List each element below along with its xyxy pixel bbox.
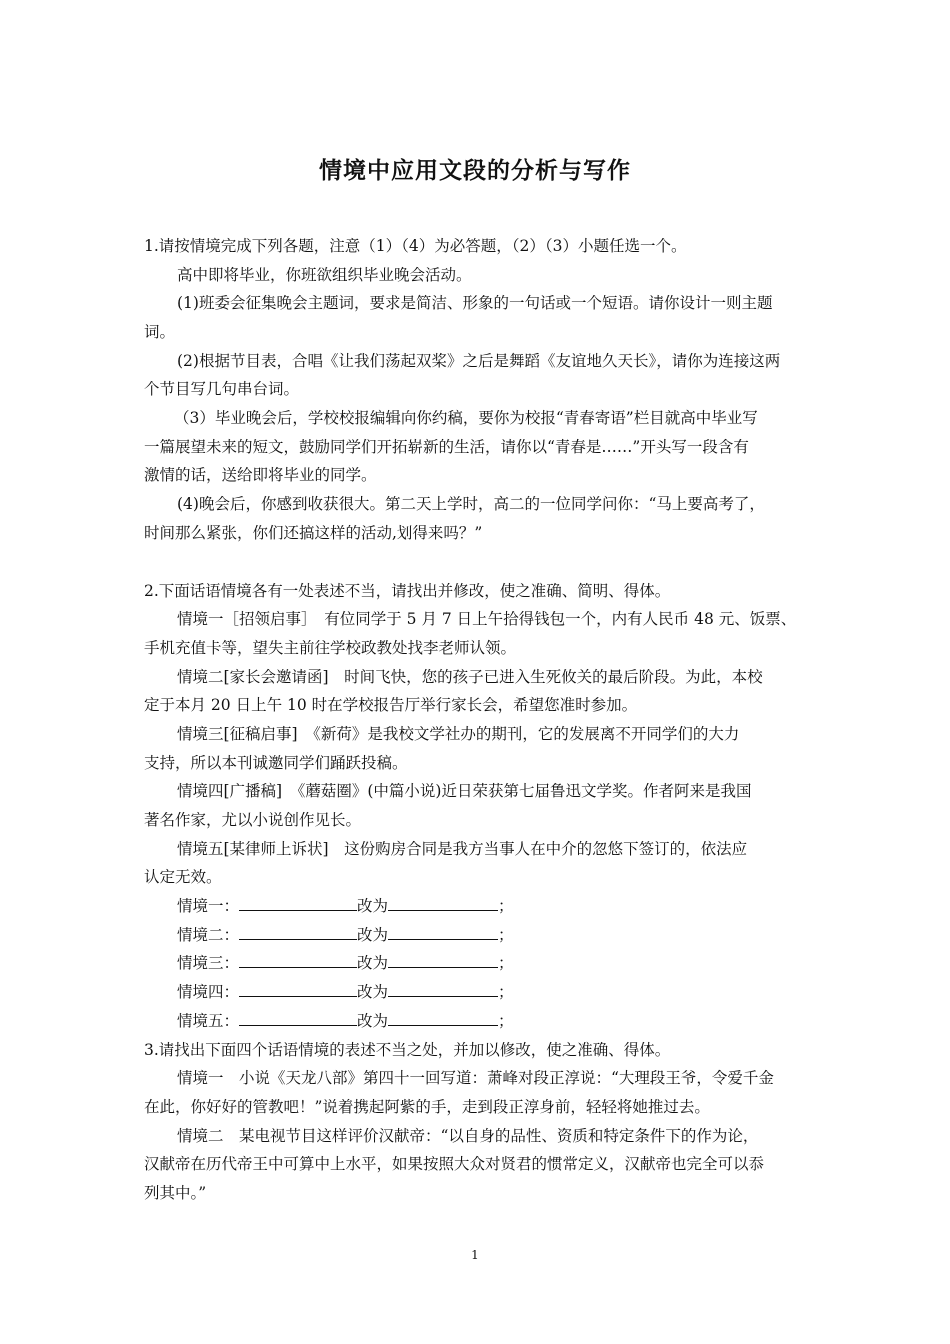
answer-row <box>177 982 514 1002</box>
answer-blank-original[interactable] <box>239 1011 357 1026</box>
q1-paragraph: 时间那么紧张，你们还搞这样的活动,划得来吗？” <box>144 524 483 542</box>
q2-paragraph: 情境二[家长会邀请函] 时间飞快，您的孩子已进入生死攸关的最后阶段。为此，本校 <box>177 668 763 686</box>
answer-end: ； <box>498 1012 514 1030</box>
q2-paragraph: 情境四[广播稿] 《蘑菇圈》(中篇小说)近日荣获第七届鲁迅文学奖。作者阿来是我国 <box>177 782 752 800</box>
answer-blank-original[interactable] <box>239 953 357 968</box>
page-title: 情境中应用文段的分析与写作 <box>319 158 631 184</box>
q2-paragraph: 手机充值卡等，望失主前往学校政教处找李老师认领。 <box>144 639 517 657</box>
answer-end: ； <box>498 897 514 915</box>
page-number: 1 <box>471 1248 479 1262</box>
answer-blank-revised[interactable] <box>388 982 498 997</box>
q1-paragraph: 个节目写几句串台词。 <box>144 380 300 398</box>
q2-paragraph: 认定无效。 <box>144 868 222 886</box>
q3-paragraph: 汉献帝在历代帝王中可算中上水平，如果按照大众对贤君的惯常定义，汉献帝也完全可以忝 <box>144 1155 765 1173</box>
answer-blank-original[interactable] <box>239 896 357 911</box>
answer-label: 情境四： <box>177 983 240 1001</box>
answer-blank-revised[interactable] <box>388 896 498 911</box>
answer-mid: 改为 <box>357 954 389 972</box>
answer-mid: 改为 <box>357 1012 389 1030</box>
q2-paragraph: 情境一［招领启事］ 有位同学于 5 月 7 日上午拾得钱包一个，内有人民币 48 元、饭票、 <box>177 610 797 628</box>
answer-blank-original[interactable] <box>239 925 357 940</box>
answer-blank-revised[interactable] <box>388 1011 498 1026</box>
q1-paragraph: 一篇展望未来的短文，鼓励同学们开拓崭新的生活，请你以“青春是……”开头写一段含有 <box>144 438 749 456</box>
q1-heading: 1.请按情境完成下列各题，注意（1）（4）为必答题，（2）（3）小题任选一个。 <box>144 237 687 255</box>
answer-row <box>177 925 514 945</box>
q1-paragraph: (2)根据节目表，合唱《让我们荡起双桨》之后是舞蹈《友谊地久天长》，请你为连接这两 <box>177 352 781 370</box>
answer-mid: 改为 <box>357 897 389 915</box>
answer-row <box>177 1011 514 1031</box>
q3-paragraph: 列其中。” <box>144 1184 207 1202</box>
q2-paragraph: 定于本月 20 日上午 10 时在学校报告厅举行家长会，希望您准时参加。 <box>144 696 638 714</box>
answer-label: 情境三： <box>177 954 240 972</box>
q3-paragraph: 情境一 小说《天龙八部》第四十一回写道：萧峰对段正淳说：“大理段王爷，令爱千金 <box>177 1069 774 1087</box>
q1-paragraph: (1)班委会征集晚会主题词，要求是简洁、形象的一句话或一个短语。请你设计一则主题 <box>177 294 773 312</box>
answer-end: ； <box>498 926 514 944</box>
q2-heading: 2.下面话语情境各有一处表述不当，请找出并修改，使之准确、简明、得体。 <box>144 582 671 600</box>
q1-paragraph: 词。 <box>144 323 176 341</box>
answer-row <box>177 953 514 973</box>
q1-paragraph: 激情的话，送给即将毕业的同学。 <box>144 466 377 484</box>
answer-end: ； <box>498 983 514 1001</box>
q1-paragraph: 高中即将毕业，你班欲组织毕业晚会活动。 <box>177 266 472 284</box>
answer-row <box>177 896 514 916</box>
answer-end: ； <box>498 954 514 972</box>
answer-label: 情境二： <box>177 926 240 944</box>
q3-heading: 3.请找出下面四个话语情境的表述不当之处，并加以修改，使之准确、得体。 <box>144 1041 671 1059</box>
q2-paragraph: 情境三[征稿启事] 《新荷》是我校文学社办的期刊，它的发展离不开同学们的大力 <box>177 725 740 743</box>
q2-paragraph: 著名作家，尤以小说创作见长。 <box>144 811 362 829</box>
answer-mid: 改为 <box>357 926 389 944</box>
q2-paragraph: 支持，所以本刊诚邀同学们踊跃投稿。 <box>144 754 408 772</box>
answer-mid: 改为 <box>357 983 389 1001</box>
answer-label: 情境一： <box>177 897 240 915</box>
answer-label: 情境五： <box>177 1012 240 1030</box>
answer-blank-revised[interactable] <box>388 953 498 968</box>
q2-paragraph: 情境五[某律师上诉状] 这份购房合同是我方当事人在中介的忽悠下签订的，依法应 <box>177 840 748 858</box>
answer-blank-revised[interactable] <box>388 925 498 940</box>
q1-paragraph: （3）毕业晚会后，学校校报编辑向你约稿，要你为校报“青春寄语”栏目就高中毕业写 <box>174 409 758 427</box>
answer-blank-original[interactable] <box>239 982 357 997</box>
q1-paragraph: (4)晚会后，你感到收获很大。第二天上学时，高二的一位同学问你：“马上要高考了， <box>177 495 765 513</box>
q3-paragraph: 在此，你好好的管教吧！”说着携起阿紫的手，走到段正淳身前，轻轻将她推过去。 <box>144 1098 710 1116</box>
q3-paragraph: 情境二 某电视节目这样评价汉献帝：“以自身的品性、资质和特定条件下的作为论， <box>177 1127 759 1145</box>
